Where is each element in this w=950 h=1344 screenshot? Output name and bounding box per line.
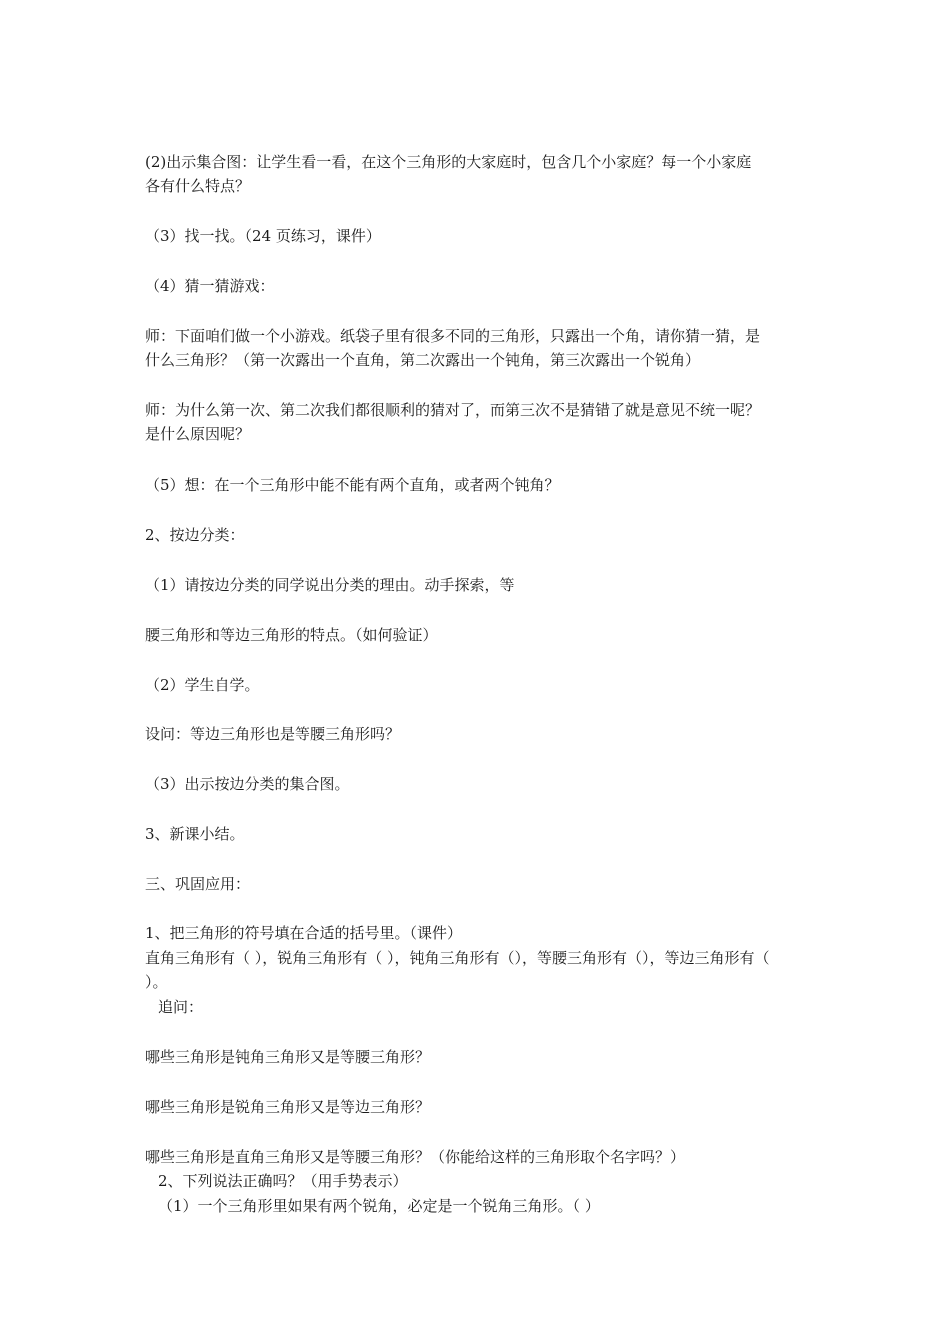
text-line: （4）猜一猜游戏： bbox=[145, 277, 275, 295]
text-line: 师：下面咱们做一个小游戏。纸袋子里有很多不同的三角形，只露出一个角，请你猜一猜，是 bbox=[145, 327, 761, 345]
text-line: (2)出示集合图：让学生看一看，在这个三角形的大家庭时，包含几个小家庭？每一个小家庭 bbox=[145, 153, 752, 171]
text-line: （2）学生自学。 bbox=[145, 676, 260, 694]
text-line: （5）想：在一个三角形中能不能有两个直角，或者两个钝角？ bbox=[145, 476, 560, 494]
text-line: 哪些三角形是钝角三角形又是等腰三角形？ bbox=[145, 1048, 431, 1066]
text-line: 直角三角形有（ ），锐角三角形有（ ），钝角三角形有（），等腰三角形有（），等边三角形有（ bbox=[145, 949, 770, 967]
text-line: 哪些三角形是锐角三角形又是等边三角形？ bbox=[145, 1098, 431, 1116]
text-line: （1）请按边分类的同学说出分类的理由。动手探索，等 bbox=[145, 576, 515, 594]
text-line: 腰三角形和等边三角形的特点。（如何验证） bbox=[145, 626, 438, 644]
text-line: （1）一个三角形里如果有两个锐角，必定是一个锐角三角形。（ ） bbox=[158, 1197, 600, 1215]
text-line: 设问：等边三角形也是等腰三角形吗？ bbox=[145, 725, 401, 743]
text-line: 师：为什么第一次、第二次我们都很顺利的猜对了，而第三次不是猜错了就是意见不统一呢？ bbox=[145, 401, 761, 419]
text-line: 什么三角形？（第一次露出一个直角，第二次露出一个钝角，第三次露出一个锐角） bbox=[145, 351, 701, 369]
section-heading: 2、按边分类： bbox=[145, 526, 245, 544]
text-line: 1、把三角形的符号填在合适的括号里。（课件） bbox=[145, 924, 463, 942]
text-line: ）。 bbox=[145, 973, 168, 991]
section-heading: 3、新课小结。 bbox=[145, 825, 245, 843]
text-line: （3）找一找。（24 页练习，课件） bbox=[145, 227, 381, 245]
text-line: 是什么原因呢？ bbox=[145, 425, 251, 443]
section-heading: 三、巩固应用： bbox=[145, 875, 251, 893]
text-line: 哪些三角形是直角三角形又是等腰三角形？（你能给这样的三角形取个名字吗？） bbox=[145, 1148, 686, 1166]
text-line: （3）出示按边分类的集合图。 bbox=[145, 775, 350, 793]
text-line: 各有什么特点？ bbox=[145, 177, 251, 195]
text-line: 追问： bbox=[158, 998, 204, 1016]
text-line: 2、下列说法正确吗？（用手势表示） bbox=[158, 1172, 408, 1190]
